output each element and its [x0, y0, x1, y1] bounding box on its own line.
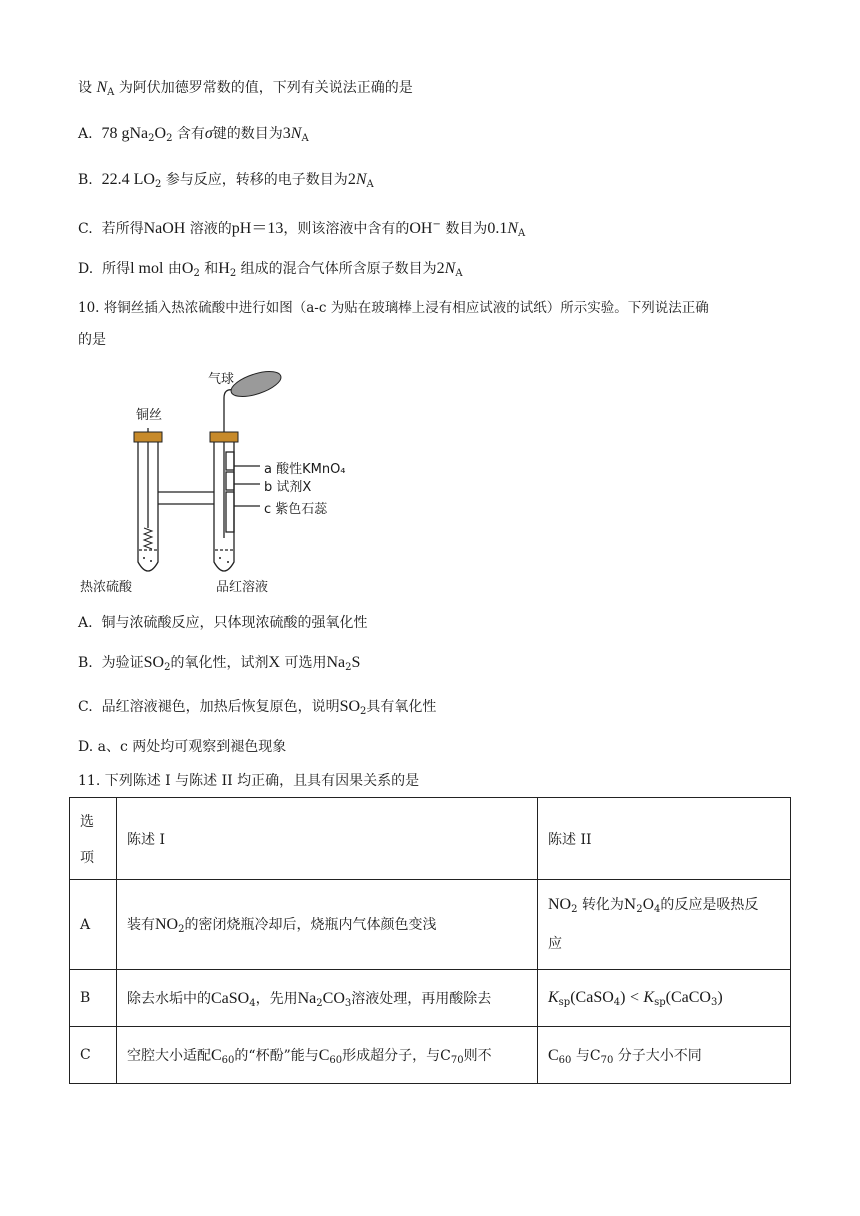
- q9-a-text-b: 含有: [176, 126, 205, 142]
- r1-s1-b: ，先用: [255, 990, 298, 1007]
- test-paper-a: [226, 452, 234, 470]
- r1-s1-c: 溶液处理，再用酸除去: [351, 990, 492, 1007]
- q9-c-text-d: 数目为: [445, 221, 488, 237]
- q9-d-text-d: 组成的混合气体所含原子数目为: [240, 261, 437, 277]
- q10-c-text-a: 品红溶液褪色，加热后恢复原色，说明: [101, 699, 340, 715]
- q9-c-text-b: 溶液的: [189, 221, 232, 237]
- r2-s1-c2s: 60: [329, 1054, 343, 1066]
- r0-s1-a: 装有: [127, 917, 155, 933]
- q10-option-c: [78, 697, 436, 722]
- header-option-a: 选: [80, 813, 94, 830]
- q9-na-sub: A: [107, 87, 115, 98]
- q9-c-text-c: ，则该溶液中含有的: [283, 221, 410, 237]
- q10-b-so2s: 2: [164, 662, 171, 673]
- r1-s1-hs: 3: [344, 997, 352, 1009]
- label-a: a 酸性KMnO₄: [264, 462, 346, 477]
- q9-na-symbol: N: [96, 79, 108, 96]
- label-copper-wire: 铜丝: [136, 408, 163, 423]
- q9-d-n: N: [444, 260, 456, 277]
- table-row: [70, 970, 791, 1027]
- row-statement-2: $K_{sp}(CaSO_4)$ < $K_{sp}(CaCO_3)$: [538, 970, 791, 1027]
- q11-table: [69, 797, 791, 1084]
- q10-d-text: a、c 两处均可观察到褪色现象: [97, 739, 287, 755]
- q10-b-text-c: 可选用: [284, 655, 327, 671]
- label-c: c 紫色石蕊: [264, 502, 328, 517]
- q9-option-c: [78, 215, 525, 244]
- r2-s2-b: 分子大小不同: [617, 1047, 702, 1064]
- r1-s1-a: 除去水垢中的: [127, 990, 211, 1007]
- row-statement-2: [538, 1027, 791, 1084]
- q9-d-text-a: 所得: [102, 261, 131, 277]
- table-header-row: [70, 798, 791, 880]
- row-statement-1: [117, 880, 538, 970]
- balloon: [228, 368, 284, 402]
- q9-a-text-c: 键的数目为: [212, 126, 283, 142]
- label-balloon: 气球: [208, 372, 235, 387]
- r2-s1-d: 形成超分子，与: [342, 1047, 441, 1064]
- connecting-tube: [158, 492, 214, 504]
- option-label: C.: [78, 699, 93, 715]
- r2-s1-b: 的“杯酚”能与: [234, 1047, 319, 1064]
- row-statement-2: [538, 880, 791, 970]
- q9-stem-prefix: 设: [78, 80, 92, 96]
- r1-s1-f: CaSO: [211, 989, 250, 1007]
- r1-s1-g: Na: [297, 989, 317, 1007]
- row-option: B: [70, 970, 117, 1027]
- q9-b-val: 2: [347, 171, 356, 188]
- r2-s2-c: C: [548, 1046, 559, 1064]
- q9-a-val: 3: [282, 125, 291, 142]
- r1-s1-fs: 4: [249, 997, 256, 1009]
- q10-b-na-sub: 2: [345, 662, 352, 673]
- r2-s1-e: 则不: [463, 1047, 492, 1064]
- r1-s2-ks: sp: [558, 996, 571, 1008]
- label-b: b 试剂X: [264, 480, 312, 495]
- r0-s2-c: 应: [548, 936, 562, 952]
- q9-d-o2s: 2: [193, 268, 200, 279]
- apparatus-diagram: [78, 368, 378, 596]
- test-paper-c: [226, 492, 234, 532]
- q9-stem-suffix: 为阿伏加德罗常数的值，下列有关说法正确的是: [118, 80, 413, 96]
- table-row: [70, 1027, 791, 1084]
- r0-s2-os: 4: [654, 904, 661, 915]
- q9-stem: [78, 78, 413, 103]
- r0-s2-a: 转化为: [581, 897, 624, 913]
- r1-s1-gs: 2: [316, 997, 323, 1009]
- q9-c-naoh: NaOH: [143, 220, 186, 237]
- q10-b-s: S: [351, 654, 361, 671]
- test-paper-b: [226, 472, 234, 490]
- q9-d-h2: H: [218, 260, 230, 277]
- header-option-b: 项: [80, 849, 94, 866]
- q9-c-nsub: A: [517, 228, 526, 239]
- r2-s1-cs: 60: [221, 1054, 235, 1066]
- q9-b-formula: 22.4 LO: [101, 171, 155, 188]
- option-label: B.: [78, 655, 93, 671]
- q9-d-val: 2: [436, 260, 445, 277]
- q10-stem-line2: 的是: [78, 332, 106, 348]
- q9-c-oh: OH: [409, 220, 433, 237]
- r0-s1-f: NO: [155, 916, 179, 933]
- r2-s1-c2: C: [318, 1046, 330, 1064]
- option-label: D.: [78, 739, 94, 755]
- r1-s2-lt: <: [629, 988, 639, 1006]
- q10-c-so2s: 2: [360, 706, 367, 717]
- r2-s1-c3: C: [440, 1047, 451, 1064]
- r1-s2-ks2: sp: [654, 996, 666, 1008]
- r2-s2-a: 与: [575, 1047, 590, 1064]
- q10-stem-line1: 10. 将铜丝插入热浓硫酸中进行如图（a-c 为贴在玻璃棒上浸有相应试液的试纸）所示实验。下列说法正确: [78, 300, 709, 316]
- q9-a-n: N: [290, 125, 302, 142]
- q10-c-text-b: 具有氧化性: [366, 699, 437, 715]
- q9-d-o2: O: [181, 260, 194, 277]
- q10-option-d: [78, 737, 286, 757]
- option-label: A.: [78, 126, 93, 142]
- q9-a-sub1: 2: [148, 133, 155, 144]
- option-label: A.: [78, 615, 93, 631]
- option-label: C.: [78, 221, 93, 237]
- q10-apparatus-figure: [78, 368, 378, 596]
- q9-b-text: 参与反应，转移的电子数目为: [165, 172, 348, 188]
- row-statement-1: [117, 1027, 538, 1084]
- r2-s1-c: C: [211, 1046, 222, 1064]
- r1-s1-h: CO: [322, 989, 345, 1007]
- q10-a-text: 铜与浓硫酸反应，只体现浓硫酸的强氧化性: [101, 615, 368, 631]
- q10-b-x: X: [268, 654, 281, 671]
- q9-b-sub1: 2: [154, 179, 162, 190]
- r0-s2-n: N: [623, 897, 637, 913]
- q9-a-formula-a: 78 gNa: [101, 125, 149, 142]
- label-hot-conc-sulfuric-acid: 热浓硫酸: [80, 580, 133, 595]
- r0-s1-b: 的密闭烧瓶冷却后，烧瓶内气体颜色变浅: [184, 917, 437, 933]
- r1-s2-k2: K: [643, 988, 655, 1006]
- right-stopper: [210, 432, 238, 442]
- q9-d-mol: l mol: [130, 260, 164, 277]
- copper-coil: [144, 528, 152, 549]
- r1-s2-f1: CaSO: [575, 988, 614, 1006]
- q10-b-na: Na: [326, 654, 346, 671]
- q9-option-b: [78, 170, 374, 195]
- r2-s2-c2s: 70: [600, 1054, 614, 1066]
- q9-a-sigma: σ: [204, 125, 213, 142]
- r0-s2-o: O: [642, 897, 655, 913]
- r0-s2-fs: 2: [571, 904, 578, 915]
- r1-s2-f2s: 3: [710, 996, 718, 1008]
- q10-option-b: [78, 653, 360, 678]
- header-statement-2: 陈述 II: [538, 798, 791, 880]
- q10-b-text-b: 的氧化性，试剂: [170, 655, 269, 671]
- q10-c-so2: SO: [339, 698, 361, 715]
- q9-b-nsub: A: [366, 179, 374, 190]
- q10-b-text-a: 为验证: [101, 655, 144, 671]
- q9-option-a: [78, 124, 309, 149]
- q9-c-ph: pH＝13: [231, 220, 284, 237]
- r0-s2-ns: 2: [636, 904, 643, 915]
- q9-b-n: N: [355, 171, 367, 188]
- r2-s2-cs: 60: [558, 1054, 572, 1066]
- r0-s2-f: NO: [548, 896, 572, 913]
- header-option: [70, 798, 117, 880]
- r0-s1-fs: 2: [178, 924, 185, 935]
- left-stopper: [134, 432, 162, 442]
- q9-a-sub2: 2: [166, 133, 173, 144]
- table-row: [70, 880, 791, 970]
- q9-c-val: 0.1: [487, 220, 508, 237]
- q9-c-n: N: [507, 220, 518, 237]
- option-label: B.: [78, 172, 93, 188]
- r1-s2-f2: CaCO: [670, 988, 711, 1006]
- q9-option-d: [78, 259, 463, 284]
- r2-s1-c3s: 70: [450, 1054, 464, 1066]
- header-statement-1: 陈述 I: [117, 798, 538, 880]
- r1-s2-k: K: [548, 988, 559, 1006]
- q9-c-text-a: 若所得: [101, 221, 144, 237]
- row-option: C: [70, 1027, 117, 1084]
- q9-a-nsub: A: [301, 133, 309, 144]
- q10-option-a: [78, 613, 367, 633]
- q11-stem: 11. 下列陈述 I 与陈述 II 均正确，且具有因果关系的是: [78, 773, 420, 789]
- q9-d-text-b: 由: [167, 261, 182, 277]
- q9-d-nsub: A: [455, 268, 463, 279]
- r2-s2-c2: C: [589, 1047, 601, 1064]
- r2-s1-a: 空腔大小适配: [127, 1047, 211, 1064]
- q9-c-ohsup: −: [432, 219, 441, 230]
- q9-a-o: O: [154, 125, 167, 142]
- q9-d-h2s: 2: [229, 268, 237, 279]
- r1-s2-f1s: 4: [613, 996, 621, 1008]
- q9-d-text-c: 和: [204, 261, 219, 277]
- row-option: A: [70, 880, 117, 970]
- row-statement-1: [117, 970, 538, 1027]
- r0-s2-b: 的反应是吸热反: [660, 897, 759, 913]
- option-label: D.: [78, 261, 94, 277]
- label-magenta-solution: 品红溶液: [216, 580, 269, 595]
- q10-b-so2: SO: [143, 654, 165, 671]
